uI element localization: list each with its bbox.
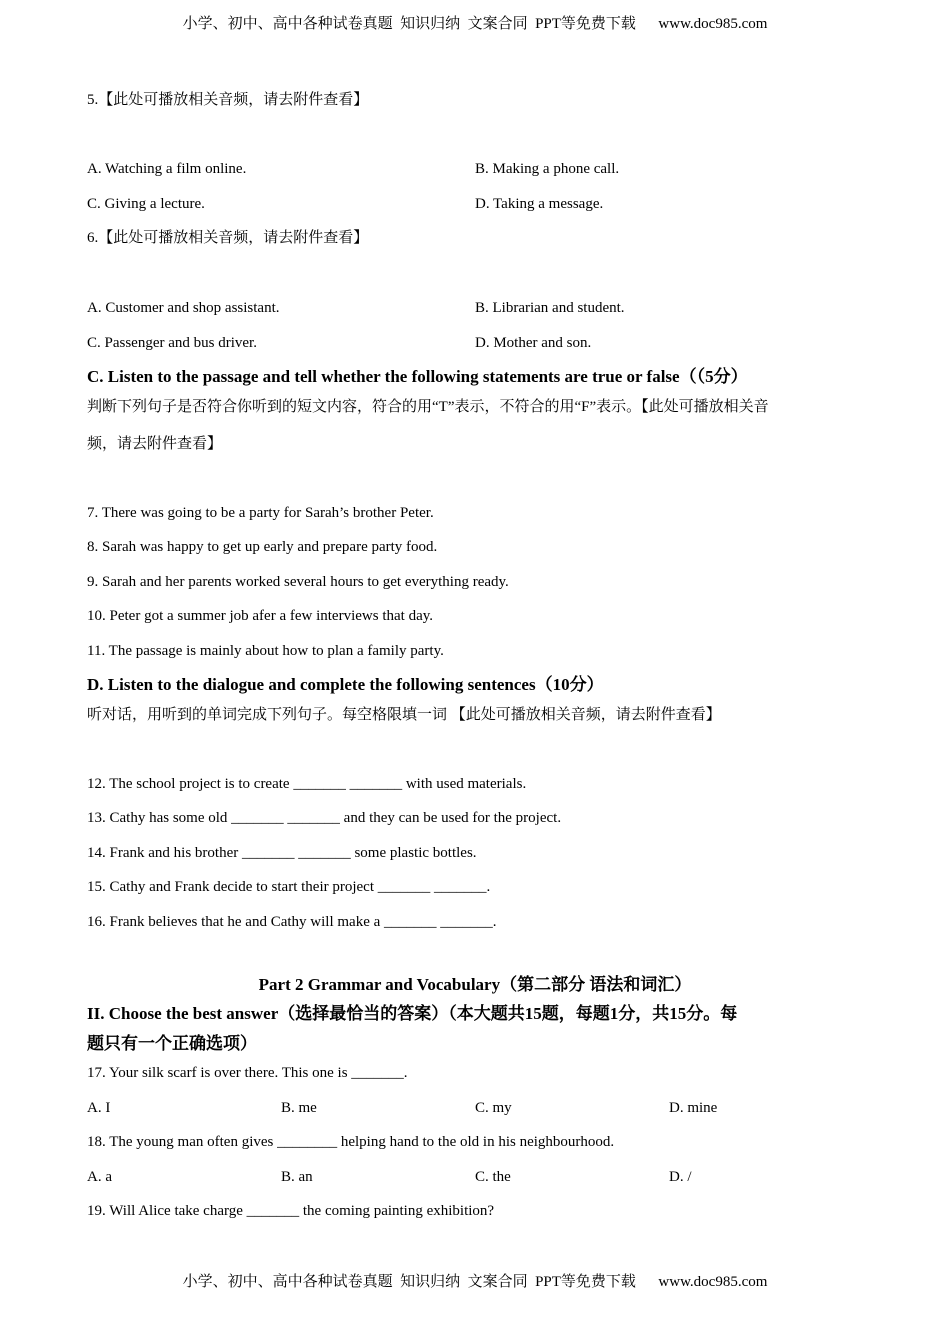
option-d: D. mine (669, 1100, 718, 1116)
question-17-stem: 17. Your silk scarf is over there. This one is _______. (87, 1065, 408, 1081)
option-d: D. Taking a message. (475, 196, 604, 212)
option-c: C. Passenger and bus driver. (87, 335, 257, 351)
section-ii-title: II. Choose the best answer（选择最恰当的答案）（本大题共15题，每题1分，共15分。每 (87, 1004, 738, 1023)
page-footer: 小学、初中、高中各种试卷真题 知识归纳 文案合同 PPT等免费下载 www.doc985.com (182, 1274, 768, 1290)
option-c: C. my (475, 1100, 512, 1116)
statement: 7. There was going to be a party for Sarah’s brother Peter. (87, 505, 434, 521)
question-18-stem: 18. The young man often gives ________ helping hand to the old in his neighbourhood. (87, 1134, 615, 1150)
option-a: A. I (87, 1100, 111, 1116)
section-c-instruction-cont: 频，请去附件查看】 (87, 436, 223, 452)
statement: 9. Sarah and her parents worked several hours to get everything ready. (87, 574, 509, 590)
part-2-title: Part 2 Grammar and Vocabulary（第二部分 语法和词汇） (258, 975, 692, 994)
option-b: B. Librarian and student. (475, 300, 625, 316)
option-b: B. me (281, 1100, 317, 1116)
section-d-instruction: 听对话，用听到的单词完成下列句子。每空格限填一词 【此处可播放相关音频，请去附件查看】 (87, 707, 721, 723)
sentence: 15. Cathy and Frank decide to start their project _______ _______. (87, 879, 491, 895)
option-a: A. a (87, 1169, 112, 1185)
sentence: 12. The school project is to create _______ _______ with used materials. (87, 776, 527, 792)
option-a: A. Watching a film online. (87, 161, 247, 177)
sentence: 14. Frank and his brother _______ _______ some plastic bottles. (87, 845, 477, 861)
option-d: D. Mother and son. (475, 335, 592, 351)
section-ii-title-cont: 题只有一个正确选项） (87, 1034, 257, 1053)
option-d: D. / (669, 1169, 692, 1185)
question-6-stem: 6.【此处可播放相关音频，请去附件查看】 (87, 230, 369, 246)
statement: 8. Sarah was happy to get up early and prepare party food. (87, 539, 438, 555)
question-19-stem: 19. Will Alice take charge _______ the coming painting exhibition? (87, 1203, 495, 1219)
option-c: C. the (475, 1169, 511, 1185)
question-5-stem: 5.【此处可播放相关音频，请去附件查看】 (87, 92, 369, 108)
option-c: C. Giving a lecture. (87, 196, 205, 212)
section-c-instruction: 判断下列句子是否符合你听到的短文内容，符合的用“T”表示，不符合的用“F”表示。【此处可播放相关音 (87, 399, 769, 415)
option-b: B. an (281, 1169, 313, 1185)
section-d-title: D. Listen to the dialogue and complete the following sentences（10分） (87, 675, 604, 694)
statement: 11. The passage is mainly about how to plan a family party. (87, 643, 444, 659)
sentence: 16. Frank believes that he and Cathy will make a _______ _______. (87, 914, 497, 930)
page-header: 小学、初中、高中各种试卷真题 知识归纳 文案合同 PPT等免费下载 www.doc985.com (182, 16, 768, 32)
section-c-title: C. Listen to the passage and tell whether the following statements are true or false（（5分） (87, 367, 748, 386)
option-b: B. Making a phone call. (475, 161, 620, 177)
sentence: 13. Cathy has some old _______ _______ and they can be used for the project. (87, 810, 562, 826)
statement: 10. Peter got a summer job afer a few interviews that day. (87, 608, 433, 624)
option-a: A. Customer and shop assistant. (87, 300, 280, 316)
